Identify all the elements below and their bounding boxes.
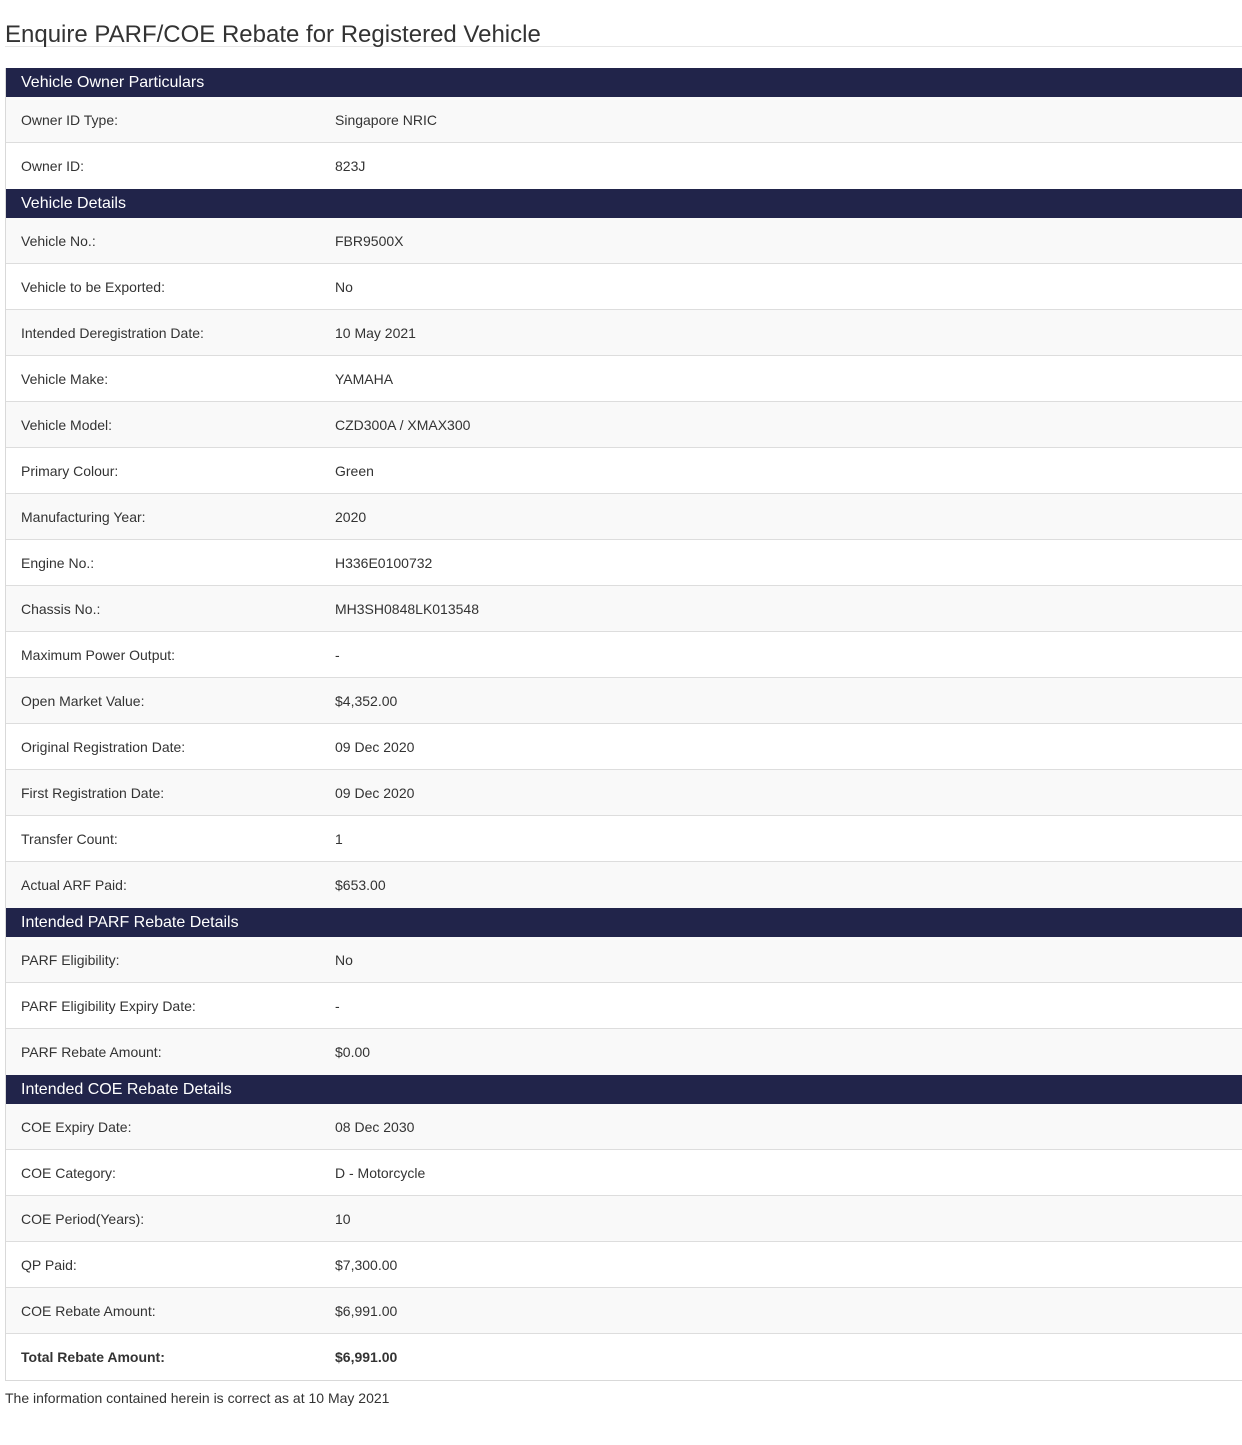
row-label: COE Rebate Amount:	[21, 1302, 156, 1319]
row-label: Actual ARF Paid:	[21, 877, 127, 893]
row-value: 2020	[335, 508, 367, 525]
detail-row	[6, 356, 1242, 402]
row-value: Singapore NRIC	[335, 111, 437, 128]
detail-row	[6, 1242, 1242, 1288]
row-label: Chassis No.:	[21, 600, 101, 617]
detail-row	[6, 402, 1242, 448]
row-label: Intended Deregistration Date:	[21, 324, 204, 341]
section-vehicle-owner-particulars	[6, 68, 1242, 189]
section-header: Vehicle Details	[6, 189, 1242, 218]
row-value: YAMAHA	[335, 370, 394, 387]
detail-row	[6, 310, 1242, 356]
row-label: First Registration Date:	[21, 784, 165, 801]
row-label: Original Registration Date:	[21, 738, 186, 755]
row-value: No	[335, 951, 353, 968]
detail-row	[6, 1196, 1242, 1242]
row-value: $4,352.00	[335, 692, 398, 709]
row-label: PARF Eligibility:	[21, 951, 120, 968]
row-label: Vehicle to be Exported:	[21, 278, 165, 295]
row-label: Vehicle No.:	[21, 232, 96, 249]
total-row	[6, 1334, 1242, 1380]
row-value: No	[335, 278, 353, 295]
row-value: 1	[335, 830, 343, 847]
row-value: $0.00	[335, 1044, 371, 1060]
detail-row	[6, 1104, 1242, 1150]
row-value: D - Motorcycle	[335, 1164, 426, 1181]
row-value: -	[335, 997, 340, 1014]
section-intended-parf-rebate-details	[6, 908, 1242, 1075]
row-value: $6,991.00	[335, 1349, 398, 1365]
row-label: QP Paid:	[21, 1256, 77, 1273]
detail-row	[6, 264, 1242, 310]
detail-row	[6, 816, 1242, 862]
rebate-details	[5, 68, 1242, 1381]
row-label: Total Rebate Amount:	[21, 1349, 165, 1365]
row-value: 10	[335, 1210, 351, 1227]
row-value: $653.00	[335, 877, 386, 893]
row-label: Vehicle Make:	[21, 370, 109, 387]
row-label: PARF Rebate Amount:	[21, 1044, 162, 1060]
row-value: 10 May 2021	[335, 324, 416, 341]
detail-row	[6, 632, 1242, 678]
detail-row	[6, 770, 1242, 816]
detail-row	[6, 218, 1242, 264]
detail-row	[6, 97, 1242, 143]
row-value: MH3SH0848LK013548	[335, 600, 479, 617]
row-label: Open Market Value:	[21, 692, 145, 709]
detail-row	[6, 862, 1242, 908]
detail-row	[6, 1150, 1242, 1196]
detail-row	[6, 448, 1242, 494]
row-value: 08 Dec 2030	[335, 1118, 415, 1135]
row-value: 09 Dec 2020	[335, 784, 415, 801]
row-label: Primary Colour:	[21, 462, 119, 479]
detail-row	[6, 494, 1242, 540]
row-label: Engine No.:	[21, 554, 95, 571]
row-label: Owner ID:	[21, 158, 85, 174]
row-label: COE Expiry Date:	[21, 1118, 132, 1135]
section-header: Vehicle Owner Particulars	[6, 68, 1242, 97]
row-value: $6,991.00	[335, 1302, 398, 1319]
row-label: Manufacturing Year:	[21, 508, 146, 525]
footnote: The information contained herein is correct as at 10 May 2021	[5, 1390, 390, 1406]
row-label: COE Period(Years):	[21, 1210, 145, 1227]
row-label: Maximum Power Output:	[21, 646, 176, 663]
row-value: -	[335, 646, 340, 663]
row-value: FBR9500X	[335, 232, 404, 249]
row-label: Owner ID Type:	[21, 111, 119, 128]
row-label: COE Category:	[21, 1164, 116, 1181]
detail-row	[6, 1288, 1242, 1334]
detail-row	[6, 540, 1242, 586]
row-value: $7,300.00	[335, 1256, 398, 1273]
row-value: CZD300A / XMAX300	[335, 416, 471, 433]
row-label: PARF Eligibility Expiry Date:	[21, 997, 196, 1014]
section-header: Intended COE Rebate Details	[6, 1075, 1242, 1104]
detail-row	[6, 586, 1242, 632]
detail-row	[6, 1029, 1242, 1075]
detail-row	[6, 724, 1242, 770]
detail-row	[6, 937, 1242, 983]
row-label: Transfer Count:	[21, 830, 118, 847]
row-value: 823J	[335, 158, 366, 174]
detail-row	[6, 678, 1242, 724]
row-label: Vehicle Model:	[21, 416, 113, 433]
detail-row	[6, 143, 1242, 189]
section-header: Intended PARF Rebate Details	[6, 908, 1242, 937]
section-intended-coe-rebate-details	[6, 1075, 1242, 1380]
row-value: Green	[335, 462, 374, 479]
section-vehicle-details	[6, 189, 1242, 908]
row-value: 09 Dec 2020	[335, 738, 415, 755]
row-value: H336E0100732	[335, 554, 433, 571]
detail-row	[6, 983, 1242, 1029]
page-title: Enquire PARF/COE Rebate for Registered Vehicle	[5, 0, 1242, 47]
